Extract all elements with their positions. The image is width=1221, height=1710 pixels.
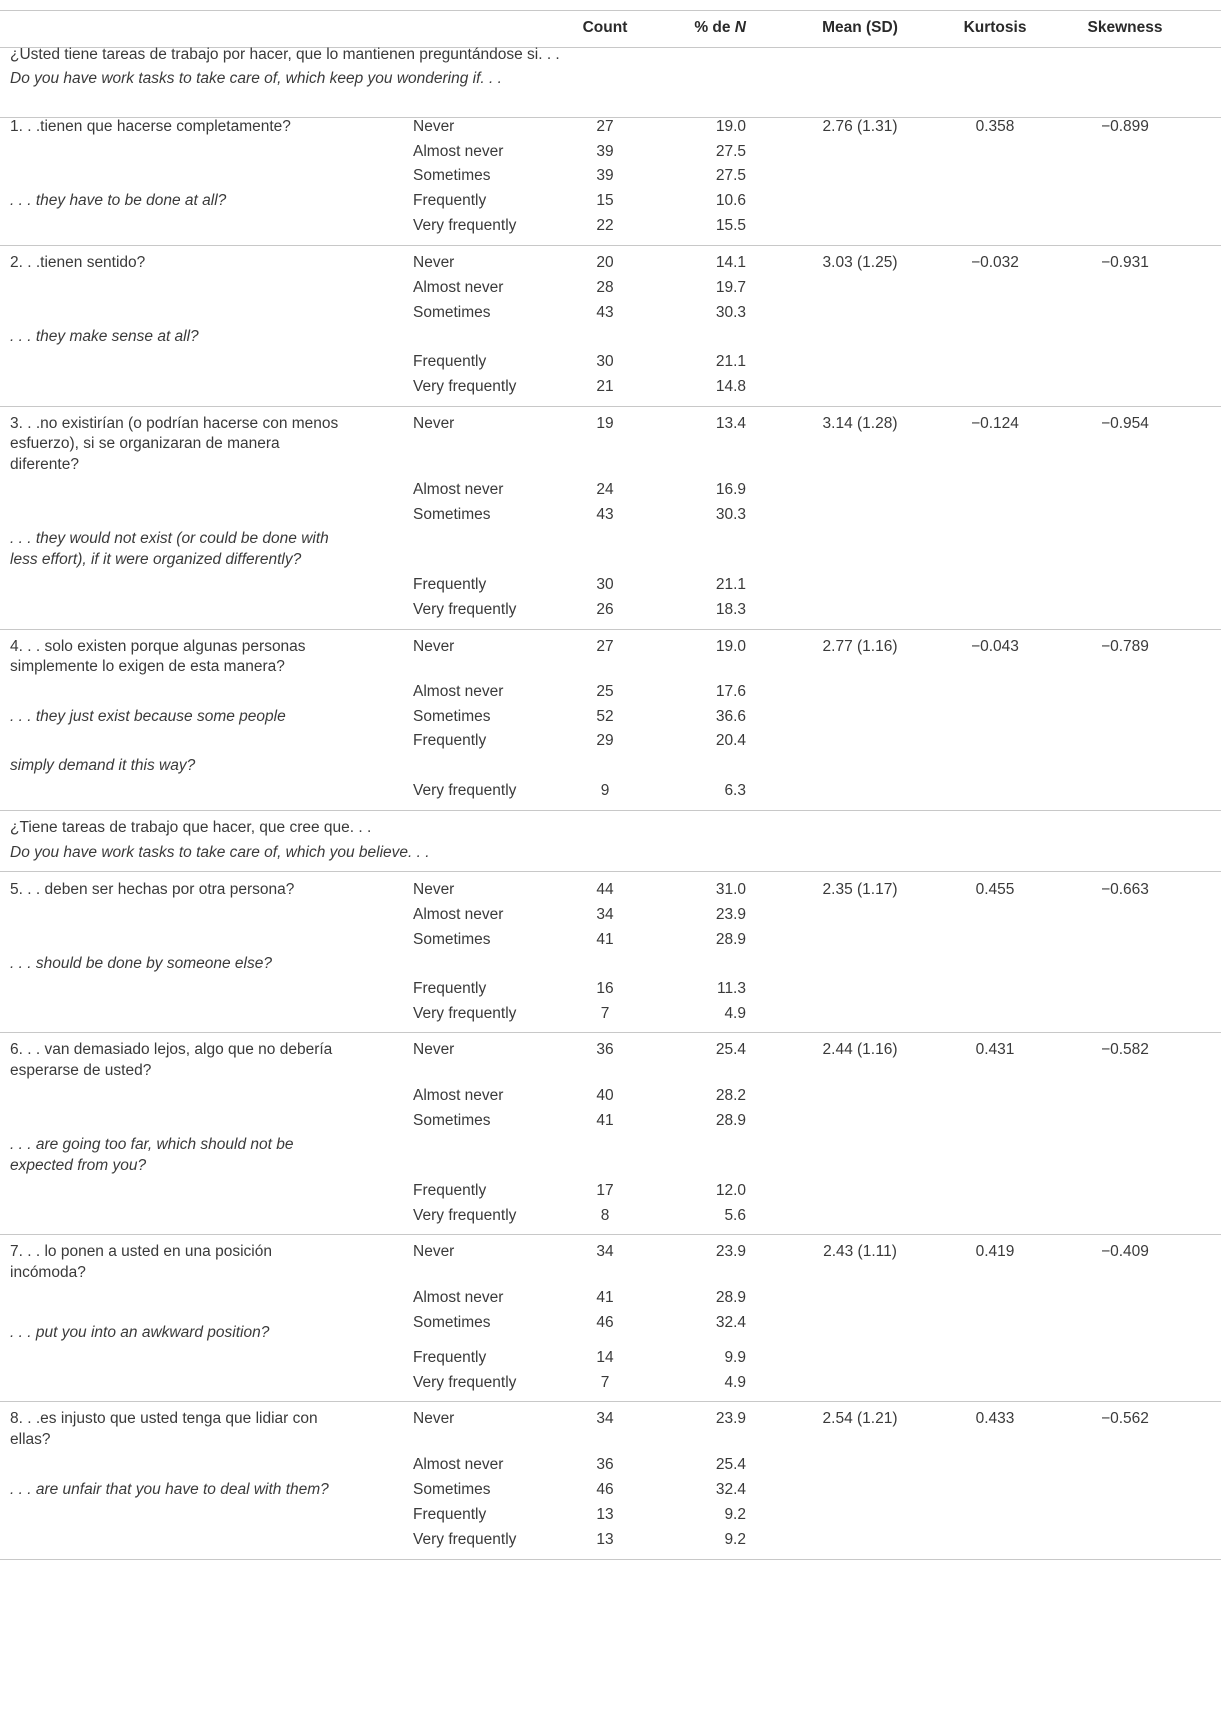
percent-value: 25.4 (715, 1041, 746, 1058)
item-rule (0, 245, 1221, 246)
item-rule (0, 406, 1221, 407)
percent-value: 13.4 (715, 415, 746, 432)
response-label: Frequently (413, 192, 487, 209)
percent-value: 28.2 (715, 1087, 746, 1104)
response-label: Sometimes (413, 167, 491, 184)
response-label: Frequently (413, 1349, 487, 1366)
response-label: Frequently (413, 1506, 487, 1523)
response-label: Very frequently (413, 782, 517, 799)
mean-sd-value: 2.76 (1.31) (822, 118, 898, 135)
response-label: Very frequently (413, 217, 517, 234)
percent-value: 17.6 (715, 683, 746, 700)
item-text-en: . . . are unfair that you have to deal with them? (10, 1481, 329, 1498)
skewness-value: −0.562 (1101, 1410, 1149, 1427)
count-value: 43 (596, 304, 614, 321)
skewness-value: −0.931 (1101, 254, 1149, 271)
count-value: 24 (596, 481, 614, 498)
item-text-es: 3. . .no existirían (o podrían hacerse con menos (10, 415, 339, 432)
count-value: 30 (596, 353, 614, 370)
item-text-es: simplemente lo exigen de esta manera? (10, 658, 285, 675)
response-label: Sometimes (413, 506, 491, 523)
response-label: Frequently (413, 980, 487, 997)
response-label: Almost never (413, 906, 504, 923)
percent-value: 9.2 (724, 1506, 746, 1523)
response-label: Frequently (413, 353, 487, 370)
count-value: 29 (596, 732, 614, 749)
percent-value: 19.7 (715, 279, 746, 296)
response-label: Never (413, 118, 455, 135)
mean-sd-value: 2.35 (1.17) (822, 881, 898, 898)
count-value: 44 (596, 881, 614, 898)
count-value: 46 (596, 1314, 614, 1331)
percent-value: 36.6 (715, 708, 746, 725)
percent-value: 20.4 (715, 732, 746, 749)
item-text-en: simply demand it this way? (10, 757, 196, 774)
response-label: Never (413, 1410, 455, 1427)
skewness-value: −0.899 (1101, 118, 1149, 135)
item-rule (0, 810, 1221, 811)
percent-value: 30.3 (715, 304, 746, 321)
percent-value: 28.9 (715, 931, 746, 948)
response-label: Almost never (413, 1289, 504, 1306)
item-text-es: ellas? (10, 1431, 51, 1448)
header-kurtosis: Kurtosis (963, 19, 1027, 36)
response-label: Never (413, 415, 455, 432)
response-label: Almost never (413, 683, 504, 700)
count-value: 27 (596, 638, 614, 655)
percent-value: 31.0 (715, 881, 746, 898)
percent-value: 30.3 (715, 506, 746, 523)
response-label: Frequently (413, 576, 487, 593)
count-value: 21 (596, 378, 614, 395)
percent-value: 25.4 (715, 1456, 746, 1473)
response-label: Sometimes (413, 1112, 491, 1129)
section-title-es: ¿Tiene tareas de trabajo que hacer, que cree que. . . (10, 819, 372, 836)
response-label: Very frequently (413, 601, 517, 618)
kurtosis-value: 0.433 (975, 1410, 1015, 1427)
item-text-es: incómoda? (10, 1264, 86, 1281)
section-title-en: Do you have work tasks to take care of, which you believe. . . (10, 844, 430, 861)
percent-value: 6.3 (724, 782, 746, 799)
item-text-en: . . . are going too far, which should not be (10, 1136, 294, 1153)
item-text-en: . . . should be done by someone else? (10, 955, 272, 972)
percent-value: 9.9 (724, 1349, 746, 1366)
item-text-es: 8. . .es injusto que usted tenga que lidiar con (10, 1410, 318, 1427)
percent-value: 14.1 (715, 254, 746, 271)
response-label: Sometimes (413, 1314, 491, 1331)
response-label: Never (413, 638, 455, 655)
header-percent-n: % de N (694, 19, 746, 36)
percent-value: 32.4 (715, 1481, 746, 1498)
count-value: 52 (596, 708, 614, 725)
percent-value: 4.9 (724, 1005, 746, 1022)
response-label: Almost never (413, 1087, 504, 1104)
response-label: Almost never (413, 143, 504, 160)
count-value: 46 (596, 1481, 614, 1498)
item-rule (0, 1234, 1221, 1235)
response-label: Very frequently (413, 1374, 517, 1391)
percent-value: 11.3 (716, 980, 746, 997)
skewness-value: −0.789 (1101, 638, 1149, 655)
header-mean-sd: Mean (SD) (822, 19, 898, 36)
count-value: 34 (596, 1243, 614, 1260)
item-rule (0, 1032, 1221, 1033)
count-value: 20 (596, 254, 614, 271)
percent-value: 5.6 (724, 1207, 746, 1224)
item-text-en: . . . they would not exist (or could be done with (10, 530, 329, 547)
percent-value: 21.1 (715, 353, 746, 370)
response-label: Frequently (413, 1182, 487, 1199)
count-value: 17 (596, 1182, 614, 1199)
response-label: Very frequently (413, 1005, 517, 1022)
response-label: Almost never (413, 1456, 504, 1473)
count-value: 40 (596, 1087, 614, 1104)
response-label: Never (413, 254, 455, 271)
count-value: 41 (596, 1289, 614, 1306)
count-value: 36 (596, 1456, 614, 1473)
percent-value: 18.3 (715, 601, 746, 618)
item-text-es: 4. . . solo existen porque algunas personas (10, 638, 306, 655)
percent-value: 23.9 (715, 1243, 746, 1260)
kurtosis-value: 0.431 (975, 1041, 1015, 1058)
skewness-value: −0.663 (1101, 881, 1149, 898)
skewness-value: −0.582 (1101, 1041, 1149, 1058)
percent-value: 10.6 (715, 192, 746, 209)
count-value: 41 (596, 931, 614, 948)
response-label: Sometimes (413, 931, 491, 948)
percent-value: 23.9 (715, 906, 746, 923)
count-value: 43 (596, 506, 614, 523)
item-text-es: 1. . .tienen que hacerse completamente? (10, 118, 291, 135)
kurtosis-value: −0.032 (971, 254, 1019, 271)
count-value: 41 (596, 1112, 614, 1129)
count-value: 13 (596, 1506, 614, 1523)
response-label: Very frequently (413, 378, 517, 395)
item-rule (0, 1401, 1221, 1402)
response-label: Very frequently (413, 1531, 517, 1548)
skewness-value: −0.954 (1101, 415, 1149, 432)
section-rule (0, 871, 1221, 872)
count-value: 14 (596, 1349, 614, 1366)
count-value: 34 (596, 1410, 614, 1427)
mean-sd-value: 2.54 (1.21) (822, 1410, 898, 1427)
item-text-en: . . . they have to be done at all? (10, 192, 227, 209)
item-text-es: esfuerzo), si se organizaran de manera (10, 435, 280, 452)
percent-value: 28.9 (715, 1112, 746, 1129)
kurtosis-value: −0.124 (971, 415, 1019, 432)
percent-value: 12.0 (715, 1182, 746, 1199)
item-text-es: 5. . . deben ser hechas por otra persona? (10, 881, 295, 898)
table-top-rule (0, 10, 1221, 11)
item-text-en: . . . put you into an awkward position? (10, 1324, 270, 1341)
section-title-en: Do you have work tasks to take care of, which keep you wondering if. . . (10, 70, 502, 87)
count-value: 34 (596, 906, 614, 923)
count-value: 19 (596, 415, 614, 432)
count-value: 28 (596, 279, 614, 296)
percent-value: 32.4 (715, 1314, 746, 1331)
mean-sd-value: 2.43 (1.11) (823, 1243, 897, 1260)
response-label: Sometimes (413, 304, 491, 321)
count-value: 16 (596, 980, 614, 997)
percent-value: 27.5 (715, 167, 746, 184)
item-text-en: less effort), if it were organized differently? (10, 551, 302, 568)
response-label: Almost never (413, 481, 504, 498)
skewness-value: −0.409 (1101, 1243, 1149, 1260)
percent-value: 9.2 (724, 1531, 746, 1548)
mean-sd-value: 2.44 (1.16) (822, 1041, 898, 1058)
percent-value: 23.9 (715, 1410, 746, 1427)
response-label: Never (413, 1243, 455, 1260)
count-value: 36 (596, 1041, 614, 1058)
response-label: Very frequently (413, 1207, 517, 1224)
response-label: Sometimes (413, 1481, 491, 1498)
kurtosis-value: −0.043 (971, 638, 1019, 655)
section-title-es: ¿Usted tiene tareas de trabajo por hacer, que lo mantienen preguntándose si. . . (10, 46, 560, 63)
percent-value: 14.8 (715, 378, 746, 395)
percent-value: 27.5 (715, 143, 746, 160)
item-text-es: 2. . .tienen sentido? (10, 254, 146, 271)
response-label: Almost never (413, 279, 504, 296)
count-value: 26 (596, 601, 614, 618)
percent-value: 15.5 (715, 217, 746, 234)
item-text-es: diferente? (10, 456, 79, 473)
count-value: 39 (596, 143, 614, 160)
response-label: Never (413, 881, 455, 898)
header-skewness: Skewness (1087, 19, 1163, 36)
item-text-es: esperarse de usted? (10, 1062, 152, 1079)
percent-value: 28.9 (715, 1289, 746, 1306)
item-text-es: 7. . . lo ponen a usted en una posición (10, 1243, 272, 1260)
count-value: 22 (596, 217, 614, 234)
response-label: Never (413, 1041, 455, 1058)
count-value: 7 (600, 1374, 610, 1391)
mean-sd-value: 2.77 (1.16) (822, 638, 898, 655)
kurtosis-value: 0.455 (975, 881, 1015, 898)
count-value: 13 (596, 1531, 614, 1548)
percent-value: 19.0 (715, 118, 746, 135)
item-rule (0, 1559, 1221, 1560)
mean-sd-value: 3.03 (1.25) (822, 254, 898, 271)
count-value: 7 (600, 1005, 610, 1022)
percent-value: 4.9 (724, 1374, 746, 1391)
count-value: 30 (596, 576, 614, 593)
count-value: 15 (596, 192, 614, 209)
mean-sd-value: 3.14 (1.28) (822, 415, 898, 432)
count-value: 9 (600, 782, 610, 799)
kurtosis-value: 0.358 (975, 118, 1015, 135)
percent-value: 21.1 (715, 576, 746, 593)
item-rule (0, 629, 1221, 630)
count-value: 25 (596, 683, 614, 700)
item-text-es: 6. . . van demasiado lejos, algo que no debería (10, 1041, 333, 1058)
count-value: 27 (596, 118, 614, 135)
kurtosis-value: 0.419 (975, 1243, 1015, 1260)
percent-value: 19.0 (715, 638, 746, 655)
item-text-en: . . . they make sense at all? (10, 328, 199, 345)
item-text-en: . . . they just exist because some people (10, 708, 286, 725)
percent-value: 16.9 (715, 481, 746, 498)
response-label: Frequently (413, 732, 487, 749)
item-text-en: expected from you? (10, 1157, 147, 1174)
count-value: 8 (600, 1207, 610, 1224)
response-label: Sometimes (413, 708, 491, 725)
count-value: 39 (596, 167, 614, 184)
header-count: Count (582, 19, 628, 36)
